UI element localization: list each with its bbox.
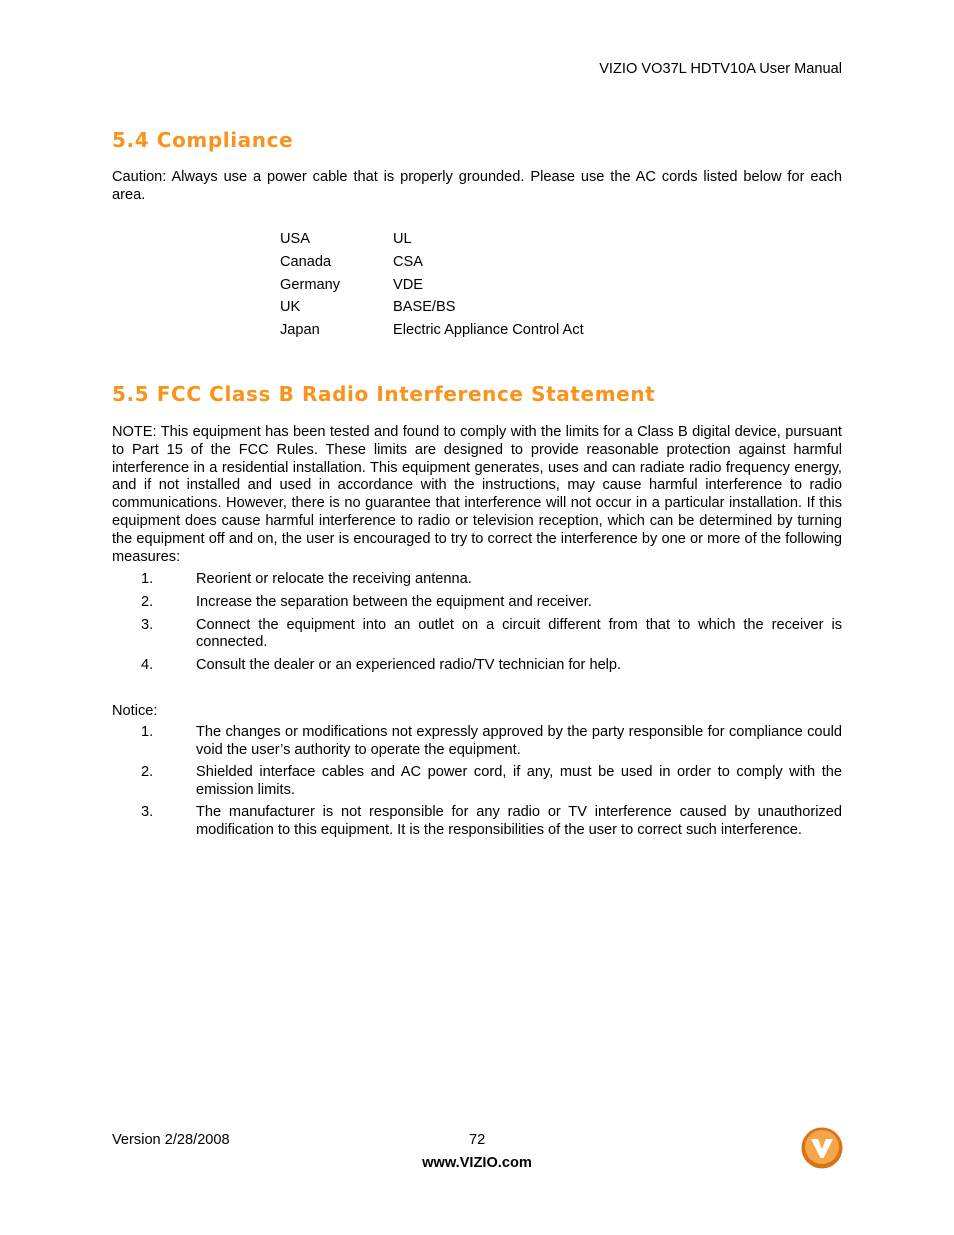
list-item-text: The changes or modifications not expressly approved by the party responsible for compliance could void the user’s authority to operate the equipment.: [196, 724, 842, 758]
list-item: [112, 657, 842, 675]
list-item-text: Reorient or relocate the receiving antenna.: [196, 571, 472, 587]
list-item: [112, 617, 842, 653]
ac-cord-table: [280, 231, 584, 345]
footer-url: www.VIZIO.com: [422, 1155, 532, 1171]
list-item-text: Connect the equipment into an outlet on a circuit different from that to which the receiver is connected.: [196, 616, 842, 651]
cord-standard: VDE: [393, 276, 424, 293]
cord-area: Germany: [280, 276, 341, 293]
list-item: [112, 724, 842, 760]
list-item-number: 2.: [141, 593, 154, 610]
section-heading-fcc: 5.5 FCC Class B Radio Interference Statement: [112, 382, 656, 406]
notice-list: [112, 724, 842, 844]
cord-area: Canada: [280, 253, 332, 270]
list-item-number: 1.: [141, 571, 154, 587]
table-row: [280, 299, 584, 322]
header-title: VIZIO VO37L HDTV10A User Manual: [599, 61, 842, 77]
cord-area: UK: [280, 299, 301, 316]
list-item-number: 3.: [141, 616, 154, 633]
fcc-note-paragraph: NOTE: This equipment has been tested and found to comply with the limits for a Class B digital device, pursuant to Part 15 of the FCC Rules. These limits are designed to provide reasonable protection against harmful interference in a residential installation. This equipment generates, uses and can radiate radio frequency energy, and if not installed and used in accordance with the instructions, may cause harmful interference to radio communications. However, there is no guarantee that interference will not occur in a particular installation. If this equipment does cause harmful interference to radio or television reception, which can be determined by turning the equipment off and on, the user is encouraged to try to correct the interference by one or more of the following measures:: [112, 424, 842, 565]
list-item: [112, 764, 842, 800]
cord-area: USA: [280, 231, 311, 247]
page-number: 72: [469, 1132, 486, 1148]
list-item-text: The manufacturer is not responsible for any radio or TV interference caused by unauthorized modification to this equipment. It is the responsibilities of the user to correct such interference.: [196, 804, 842, 838]
list-item-text: Shielded interface cables and AC power cord, if any, must be used in order to comply with the emission limits.: [196, 764, 842, 798]
measures-list: [112, 571, 842, 680]
section-heading-compliance: 5.4 Compliance: [112, 128, 294, 152]
notice-label: Notice:: [112, 703, 158, 719]
cord-standard: Electric Appliance Control Act: [393, 322, 584, 339]
list-item-number: 3.: [141, 804, 154, 821]
list-item-number: 4.: [141, 657, 154, 674]
list-item-text: Increase the separation between the equipment and receiver.: [196, 593, 592, 610]
cord-standard: UL: [393, 231, 412, 247]
list-item: [112, 594, 842, 612]
footer-version: Version 2/28/2008: [112, 1132, 230, 1148]
caution-paragraph: Caution: Always use a power cable that is properly grounded. Please use the AC cords listed below for each area.: [112, 169, 842, 203]
table-row: [280, 277, 584, 300]
table-row: [280, 231, 584, 254]
cord-standard: BASE/BS: [393, 299, 456, 316]
table-row: [280, 322, 584, 345]
list-item: [112, 571, 842, 589]
list-item-number: 2.: [141, 764, 154, 781]
list-item: [112, 804, 842, 840]
cord-standard: CSA: [393, 253, 424, 270]
vizio-v-logo-icon: [801, 1127, 843, 1169]
list-item-text: Consult the dealer or an experienced radio/TV technician for help.: [196, 657, 622, 674]
list-item-number: 1.: [141, 724, 154, 740]
table-row: [280, 254, 584, 277]
cord-area: Japan: [280, 322, 320, 339]
